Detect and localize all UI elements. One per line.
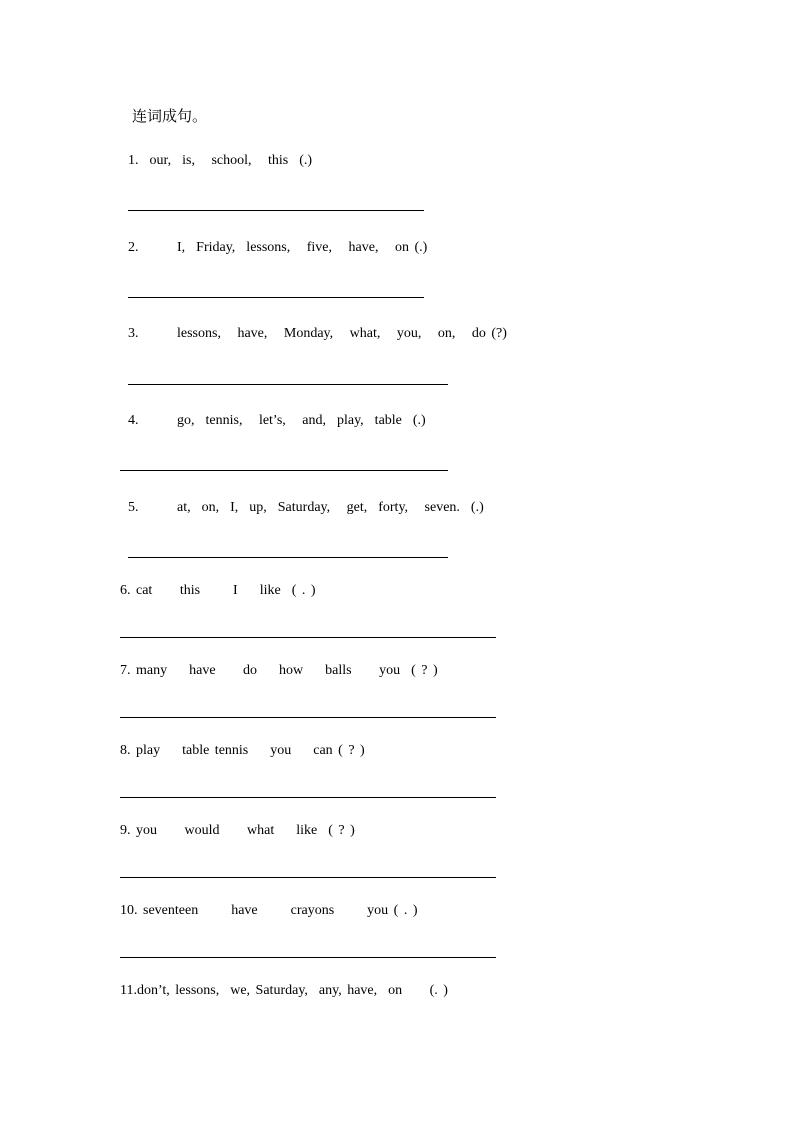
- answer-line-5[interactable]: [128, 557, 448, 558]
- question-6: 6. cat this I like ( . ): [120, 583, 316, 598]
- answer-line-8[interactable]: [120, 797, 496, 798]
- answer-line-3[interactable]: [128, 384, 448, 385]
- page-title: 连词成句。: [132, 107, 208, 125]
- question-3: 3. lessons, have, Monday, what, you, on, do (?): [128, 326, 507, 341]
- question-2: 2. I, Friday, lessons, five, have, on (.): [128, 240, 428, 255]
- question-7: 7. many have do how balls you ( ? ): [120, 663, 438, 678]
- answer-line-9[interactable]: [120, 877, 496, 878]
- answer-line-7[interactable]: [120, 717, 496, 718]
- answer-line-1[interactable]: [128, 210, 424, 211]
- answer-line-4[interactable]: [120, 470, 448, 471]
- question-5: 5. at, on, I, up, Saturday, get, forty, seven. (.): [128, 500, 484, 515]
- question-8: 8. play table tennis you can ( ? ): [120, 743, 365, 758]
- answer-line-2[interactable]: [128, 297, 424, 298]
- question-1: 1. our, is, school, this (.): [128, 153, 313, 168]
- answer-line-10[interactable]: [120, 957, 496, 958]
- question-9: 9. you would what like ( ? ): [120, 823, 355, 838]
- question-4: 4. go, tennis, let’s, and, play, table (.): [128, 413, 426, 428]
- answer-line-6[interactable]: [120, 637, 496, 638]
- question-10: 10. seventeen have crayons you ( . ): [120, 903, 418, 918]
- question-11: 11.don’t, lessons, we, Saturday, any, have, on (. ): [120, 983, 448, 998]
